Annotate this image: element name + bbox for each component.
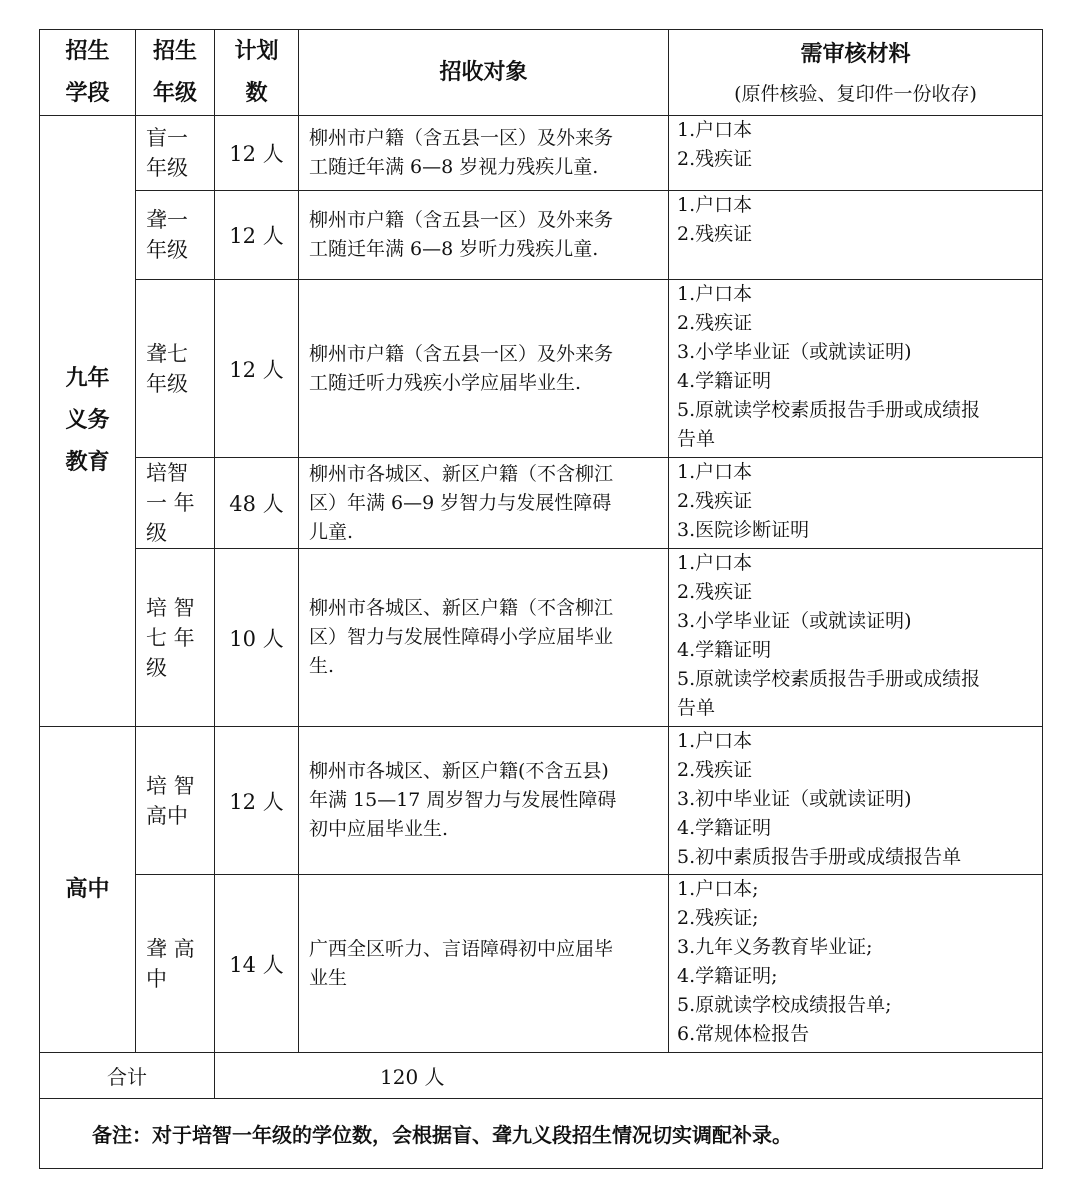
material-line: 告单 [677,428,716,450]
note-row [40,1099,1043,1169]
target-line: 区）年满 6—9 岁智力与发展性障碍 [309,491,612,514]
target-cell [299,280,669,458]
grade-line: 聋七 [146,341,188,366]
grade-cell [136,116,215,191]
target-cell [299,549,669,727]
plan-cell: 10 人 [215,549,299,727]
header-materials: 需审核材料 (原件核验、复印件一份收存) [669,30,1043,116]
table-row [40,191,1043,280]
grade-cell [136,727,215,875]
material-line: 2.残疾证 [677,223,753,245]
materials-cell [669,875,1043,1053]
target-line: 工随迁年满 6—8 岁视力残疾儿童. [309,156,599,178]
material-line: 4.学籍证明 [677,817,772,839]
grade-line: 年级 [146,238,188,262]
material-line: 4.学籍证明; [677,965,778,987]
material-line: 5.原就读学校成绩报告单; [677,994,892,1016]
plan-cell: 12 人 [215,116,299,191]
table-row [40,727,1043,875]
material-line: 1.户口本 [677,119,753,141]
materials-cell [669,116,1043,191]
materials-cell [669,191,1043,280]
grade-line: 年级 [146,156,188,180]
stage-cell [40,116,136,727]
materials-cell [669,458,1043,549]
grade-line: 年级 [146,371,188,396]
target-line: 柳州市户籍（含五县一区）及外来务 [309,209,614,231]
header-target: 招收对象 [299,30,669,116]
grade-line: 培 智 [146,595,195,620]
target-line: 生. [309,655,335,677]
enrollment-table [39,29,1043,1169]
plan-cell: 14 人 [215,875,299,1053]
header-plan: 计划 数 [215,30,299,116]
target-line: 工随迁听力残疾小学应届毕业生. [309,371,582,394]
material-line: 2.残疾证 [677,581,753,603]
material-line: 3.初中毕业证（或就读证明) [677,788,912,810]
target-line: 工随迁年满 6—8 岁听力残疾儿童. [309,238,599,260]
material-line: 2.残疾证 [677,148,753,170]
target-line: 柳州市户籍（含五县一区）及外来务 [309,127,614,149]
target-line: 年满 15—17 周岁智力与发展性障碍 [309,789,617,811]
target-line: 柳州市各城区、新区户籍（不含柳江 [309,462,614,485]
material-line: 4.学籍证明 [677,370,772,392]
grade-cell [136,191,215,280]
stage-line: 义务 [65,408,110,433]
material-line: 4.学籍证明 [677,639,772,661]
target-cell [299,727,669,875]
target-cell [299,191,669,280]
plan-cell: 12 人 [215,727,299,875]
material-line: 3.小学毕业证（或就读证明) [677,610,912,632]
material-line: 3.九年义务教育毕业证; [677,936,873,958]
grade-line: 一 年 [146,491,195,515]
material-line: 1.户口本 [677,194,753,216]
material-line: 1.户口本 [677,552,753,574]
materials-cell [669,727,1043,875]
material-line: 5.初中素质报告手册或成绩报告单 [677,846,962,868]
grade-cell [136,875,215,1053]
header-grade: 招生 年级 [136,30,215,116]
material-line: 6.常规体检报告 [677,1023,810,1045]
stage-line: 高中 [65,876,110,902]
target-line: 业生 [309,966,348,989]
grade-line: 中 [146,966,167,991]
plan-cell: 48 人 [215,458,299,549]
material-line: 1.户口本 [677,730,753,752]
table-row [40,458,1043,549]
grade-line: 级 [146,655,167,680]
target-line: 柳州市户籍（含五县一区）及外来务 [309,342,614,365]
grade-line: 高中 [146,803,188,828]
grade-line: 培 智 [146,773,195,798]
stage-cell [40,727,136,1053]
grade-cell [136,280,215,458]
material-line: 1.户口本 [677,283,753,305]
material-line: 5.原就读学校素质报告手册或成绩报 [677,399,981,421]
total-row [40,1053,1043,1099]
material-line: 2.残疾证 [677,312,753,334]
target-line: 柳州市各城区、新区户籍(不含五县) [309,760,609,782]
plan-cell: 12 人 [215,280,299,458]
target-cell [299,458,669,549]
table-row [40,280,1043,458]
grade-cell [136,549,215,727]
material-line: 3.小学毕业证（或就读证明) [677,341,912,363]
material-line: 2.残疾证 [677,759,753,781]
grade-line: 七 年 [146,625,195,650]
total-value: 120 人 [215,1053,1043,1099]
material-line: 1.户口本 [677,461,753,483]
grade-cell [136,458,215,549]
header-stage: 招生 学段 [40,30,136,116]
plan-cell: 12 人 [215,191,299,280]
target-cell [299,875,669,1053]
stage-line: 教育 [65,450,110,475]
stage-line: 九年 [65,366,110,391]
material-line: 1.户口本; [677,878,759,900]
target-line: 初中应届毕业生. [309,818,449,840]
note-text: 备注：对于培智一年级的学位数，会根据盲、聋九义段招生情况切实调配补录。 [40,1099,1043,1169]
grade-line: 培智 [146,461,188,485]
material-line: 告单 [677,697,716,719]
grade-line: 盲一 [146,126,188,150]
material-line: 2.残疾证; [677,907,759,929]
table-row [40,875,1043,1053]
target-cell [299,116,669,191]
grade-line: 聋一 [146,208,188,232]
grade-line: 级 [146,521,167,545]
grade-line: 聋 高 [146,936,195,961]
target-line: 广西全区听力、言语障碍初中应届毕 [309,937,614,960]
header-row [40,30,1043,116]
materials-cell [669,280,1043,458]
material-line: 5.原就读学校素质报告手册或成绩报 [677,668,981,690]
target-line: 儿童. [309,520,354,543]
table-row [40,549,1043,727]
table-row [40,116,1043,191]
total-label: 合计 [40,1053,215,1099]
material-line: 2.残疾证 [677,490,753,512]
target-line: 区）智力与发展性障碍小学应届毕业 [309,626,614,648]
target-line: 柳州市各城区、新区户籍（不含柳江 [309,597,614,619]
materials-cell [669,549,1043,727]
material-line: 3.医院诊断证明 [677,519,810,541]
